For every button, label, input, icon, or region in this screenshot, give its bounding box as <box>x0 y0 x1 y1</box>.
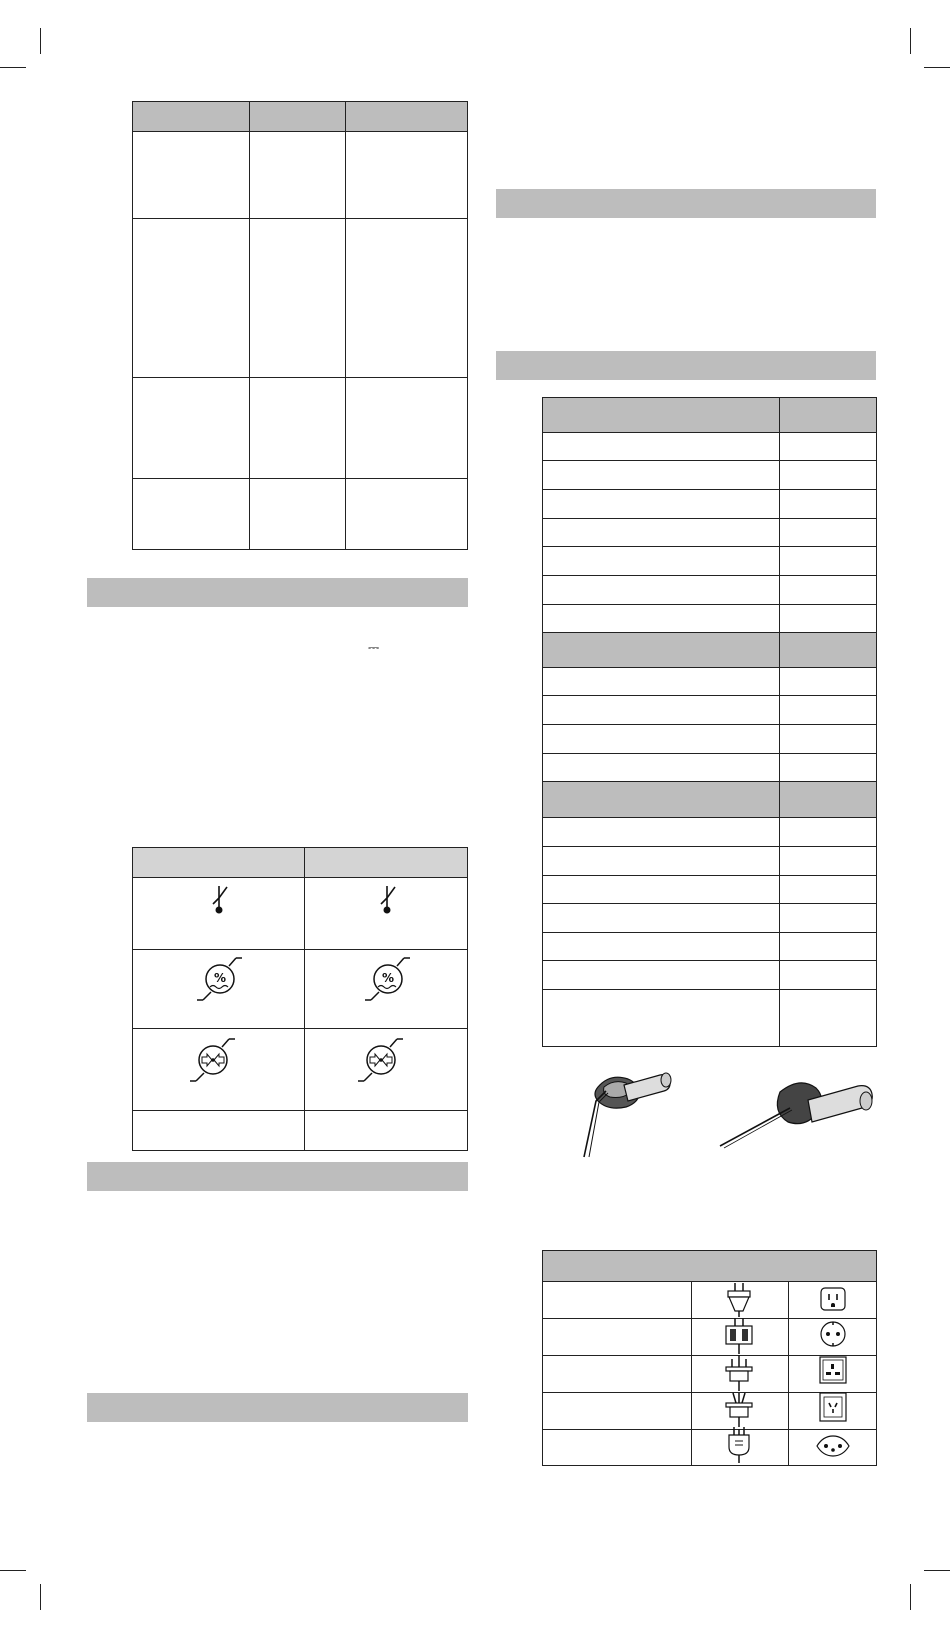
socket-type-i-icon <box>819 1392 847 1422</box>
atmospheric-pressure-limit-icon <box>190 1037 236 1083</box>
table-subheader <box>543 633 876 667</box>
section-heading-bar <box>87 1393 468 1422</box>
straight-probe-accessory-icon <box>720 1070 880 1150</box>
dc-symbol: ⎓ <box>368 639 380 655</box>
table-header <box>543 1251 876 1281</box>
socket-type-j-icon <box>815 1434 851 1458</box>
socket-type-a-icon <box>820 1287 846 1311</box>
atmospheric-pressure-limit-icon <box>358 1037 404 1083</box>
section-heading-bar <box>87 1162 468 1191</box>
crop-mark <box>0 67 26 68</box>
plug-type-c-icon <box>723 1318 755 1354</box>
humidity-limit-icon <box>197 956 243 1002</box>
angled-probe-accessory-icon <box>580 1065 680 1160</box>
table-subheader <box>543 782 876 817</box>
plug-type-g-icon <box>723 1355 755 1391</box>
crop-mark <box>910 28 911 54</box>
svg-text:%: % <box>213 971 227 985</box>
section-heading-bar <box>496 189 876 218</box>
socket-type-g-icon <box>819 1356 847 1384</box>
table-top-left <box>132 101 468 550</box>
crop-mark <box>0 1570 26 1571</box>
crop-mark <box>924 67 950 68</box>
temperature-limit-icon <box>373 882 403 916</box>
socket-type-c-icon <box>819 1320 847 1348</box>
section-heading-bar <box>87 578 468 607</box>
section-heading-bar <box>496 351 876 380</box>
crop-mark <box>924 1570 950 1571</box>
table-header <box>133 848 467 877</box>
table-header <box>133 102 467 131</box>
crop-mark <box>40 1584 41 1610</box>
plug-type-i-icon <box>723 1391 755 1427</box>
environment-limits-table <box>132 847 468 1151</box>
humidity-limit-icon <box>365 956 411 1002</box>
plug-type-j-icon <box>725 1427 753 1463</box>
crop-mark <box>910 1584 911 1610</box>
plug-type-a-icon <box>725 1283 753 1317</box>
temperature-limit-icon <box>205 882 235 916</box>
table-header <box>543 398 876 432</box>
specifications-table <box>542 397 877 1047</box>
svg-text:%: % <box>381 971 395 985</box>
crop-mark <box>40 28 41 54</box>
